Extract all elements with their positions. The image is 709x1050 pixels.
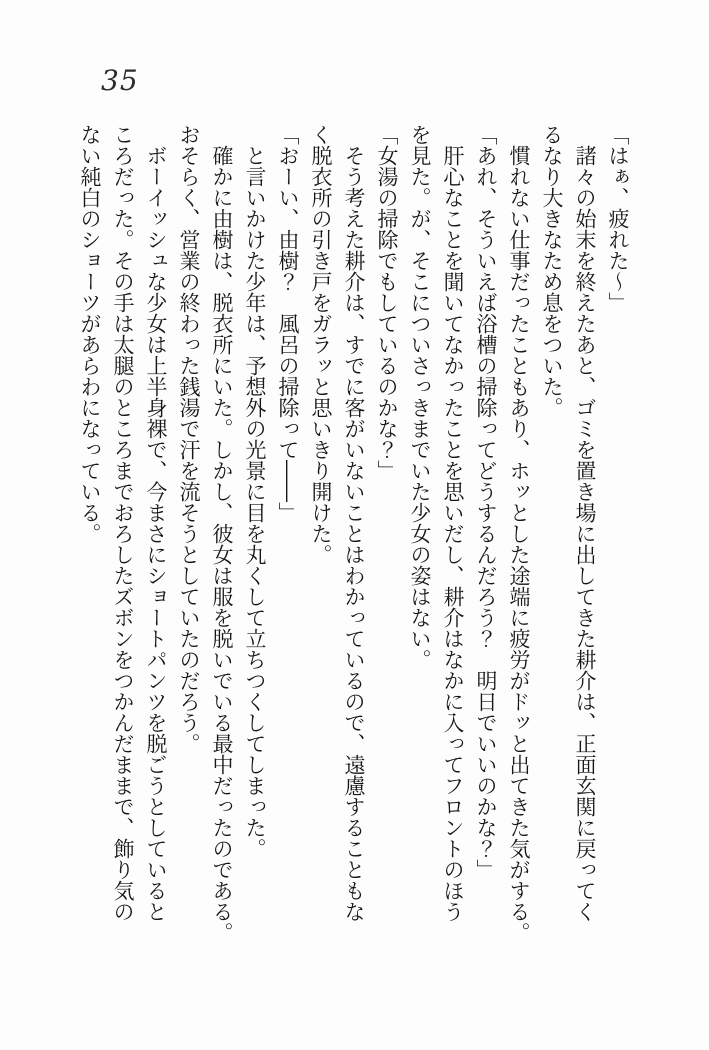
text-line: 確かに由樹は、脱衣所にいた。しかし、彼女は服を脱いでいる最中だったのである。 [210,145,234,943]
text-block [71,124,634,959]
text-line: 「はぁ、疲れた〜」 [606,124,630,313]
text-line: を見た。が、そこについさっきまでいた少女の姿はない。 [408,124,432,670]
page-number: 35 [101,64,139,97]
text-line: ボーイッシュな少女は上半身裸で、今まさにショートパンツを脱ごうとしていると [144,145,168,922]
text-line: と言いかけた少年は、予想外の光景に目を丸くして立ちつくしてしまった。 [243,145,267,859]
text-line: 「あれ、そういえば浴槽の掃除ってどうするんだろう？ 明日でいいのかな？」 [474,124,498,880]
text-line: 肝心なことを聞いてなかったことを思いだし、耕介はなかに入ってフロントのほう [441,145,465,922]
text-line: 「女湯の掃除でもしているのかな？」 [375,124,399,481]
text-line: ない純白のショーツがあらわになっている。 [78,124,102,544]
text-line: おそらく、営業の終わった銭湯で汗を流そうとしていたのだろう。 [177,124,201,754]
text-line: 「おーい、由樹？ 風呂の掃除って――」 [276,124,300,523]
text-line: るなり大きなため息をついた。 [540,124,564,418]
text-line: そう考えた耕介は、すでに客がいないことはわかっているので、遠慮することもな [342,145,366,922]
text-line: ころだった。その手は太腿のところまでおろしたズボンをつかんだままで、飾り気の [111,124,135,922]
text-line: く脱衣所の引き戸をガラッと思いきり開けた。 [309,124,333,565]
text-line: 慣れない仕事だったこともあり、ホッとした途端に疲労がドッと出てきた気がする。 [507,145,531,943]
text-line: 諸々の始末を終えたあと、ゴミを置き場に出してきた耕介は、正面玄関に戻ってく [573,145,597,922]
